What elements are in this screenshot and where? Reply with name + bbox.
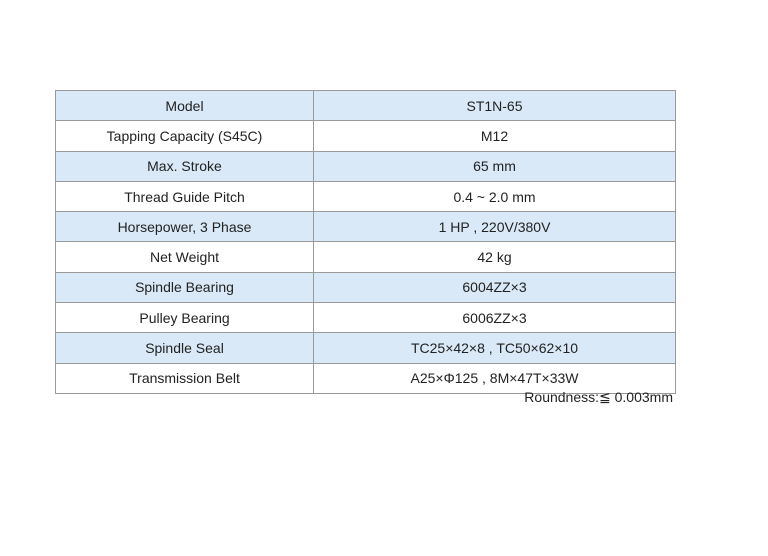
spec-value: TC25×42×8 , TC50×62×10 bbox=[314, 333, 676, 363]
table-row bbox=[56, 181, 676, 211]
spec-table bbox=[55, 90, 676, 394]
spec-label: Pulley Bearing bbox=[56, 303, 314, 333]
spec-value: ST1N-65 bbox=[314, 91, 676, 121]
spec-label: Tapping Capacity (S45C) bbox=[56, 121, 314, 151]
spec-label: Thread Guide Pitch bbox=[56, 181, 314, 211]
spec-label: Model bbox=[56, 91, 314, 121]
spec-value: 6004ZZ×3 bbox=[314, 272, 676, 302]
table-row bbox=[56, 333, 676, 363]
table-row bbox=[56, 91, 676, 121]
spec-value: A25×Φ125 , 8M×47T×33W bbox=[314, 363, 676, 393]
table-row bbox=[56, 272, 676, 302]
spec-label: Net Weight bbox=[56, 242, 314, 272]
spec-label: Transmission Belt bbox=[56, 363, 314, 393]
roundness-footnote: Roundness:≦ 0.003mm bbox=[524, 389, 673, 405]
table-row bbox=[56, 303, 676, 333]
spec-label: Horsepower, 3 Phase bbox=[56, 212, 314, 242]
table-row bbox=[56, 121, 676, 151]
spec-value: 1 HP , 220V/380V bbox=[314, 212, 676, 242]
spec-value: M12 bbox=[314, 121, 676, 151]
spec-label: Max. Stroke bbox=[56, 151, 314, 181]
table-row bbox=[56, 151, 676, 181]
spec-value: 42 kg bbox=[314, 242, 676, 272]
table-row bbox=[56, 212, 676, 242]
spec-value: 0.4 ~ 2.0 mm bbox=[314, 181, 676, 211]
spec-label: Spindle Seal bbox=[56, 333, 314, 363]
spec-value: 6006ZZ×3 bbox=[314, 303, 676, 333]
spec-value: 65 mm bbox=[314, 151, 676, 181]
spec-label: Spindle Bearing bbox=[56, 272, 314, 302]
table-row bbox=[56, 242, 676, 272]
